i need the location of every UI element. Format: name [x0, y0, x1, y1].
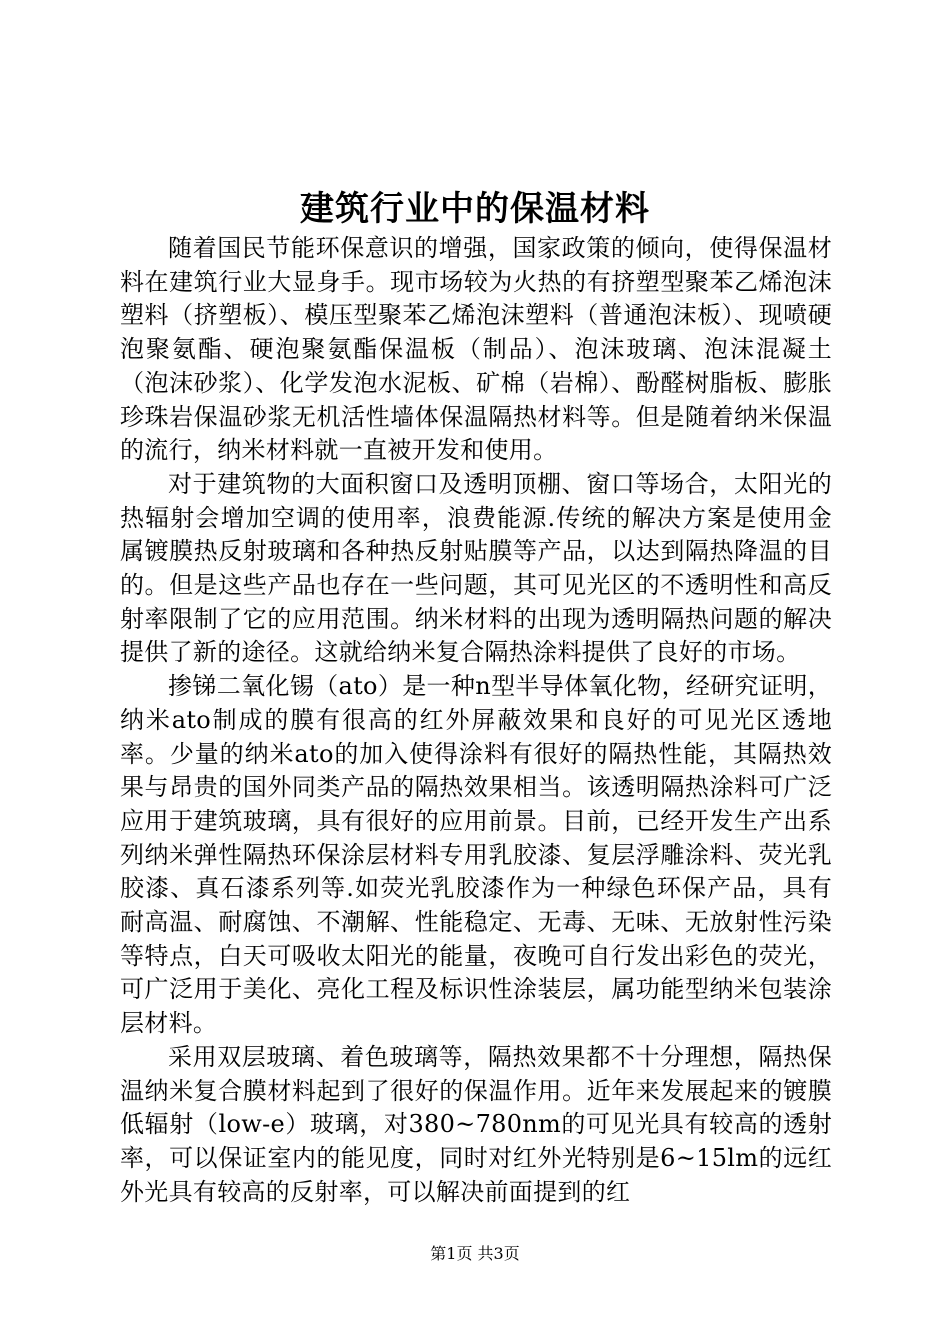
document-body [120, 232, 832, 1209]
paragraph-3: 掺锑二氧化锡（ato）是一种n型半导体氧化物，经研究证明，纳米ato制成的膜有很高的红外屏蔽效果和良好的可见光区透地率。少量的纳米ato的加入使得涂料有很好的隔热性能，其隔热效果与昂贵的国外同类产品的隔热效果相当。该透明隔热涂料可广泛应用于建筑玻璃，具有很好的应用前景。目前，已经开发生产出系列纳米弹性隔热环保涂层材料专用乳胶漆、复层浮雕涂料、荧光乳胶漆、真石漆系列等.如荧光乳胶漆作为一种绿色环保产品，具有耐高温、耐腐蚀、不潮解、性能稳定、无毒、无味、无放射性污染等特点，白天可吸收太阳光的能量，夜晚可自行发出彩色的荧光，可广泛用于美化、亮化工程及标识性涂装层，属功能型纳米包装涂层材料。 [120, 672, 832, 1038]
page-footer: 第1页 共3页 [430, 1244, 520, 1263]
paragraph-1: 随着国民节能环保意识的增强，国家政策的倾向，使得保温材料在建筑行业大显身手。现市场较为火热的有挤塑型聚苯乙烯泡沫塑料（挤塑板）、模压型聚苯乙烯泡沫塑料（普通泡沫板）、现喷硬泡聚氨酯、硬泡聚氨酯保温板（制品）、泡沫玻璃、泡沫混凝土（泡沫砂浆）、化学发泡水泥板、矿棉（岩棉）、酚醛树脂板、膨胀珍珠岩保温砂浆无机活性墙体保温隔热材料等。但是随着纳米保温的流行，纳米材料就一直被开发和使用。 [120, 234, 832, 465]
document-title: 建筑行业中的保温材料 [300, 189, 650, 229]
paragraph-2: 对于建筑物的大面积窗口及透明顶棚、窗口等场合，太阳光的热辐射会增加空调的使用率，浪费能源.传统的解决方案是使用金属镀膜热反射玻璃和各种热反射贴膜等产品，以达到隔热降温的目的。但是这些产品也存在一些问题，其可见光区的不透明性和高反射率限制了它的应用范围。纳米材料的出现为透明隔热问题的解决提供了新的途径。这就给纳米复合隔热涂料提供了良好的市场。 [120, 469, 832, 667]
paragraph-4: 采用双层玻璃、着色玻璃等，隔热效果都不十分理想，隔热保温纳米复合膜材料起到了很好的保温作用。近年来发展起来的镀膜低辐射（low-e）玻璃，对380~780nm的可见光具有较高的透射率，可以保证室内的能见度，同时对红外光特别是6~15lm的远红外光具有较高的反射率，可以解决前面提到的红 [120, 1042, 832, 1206]
